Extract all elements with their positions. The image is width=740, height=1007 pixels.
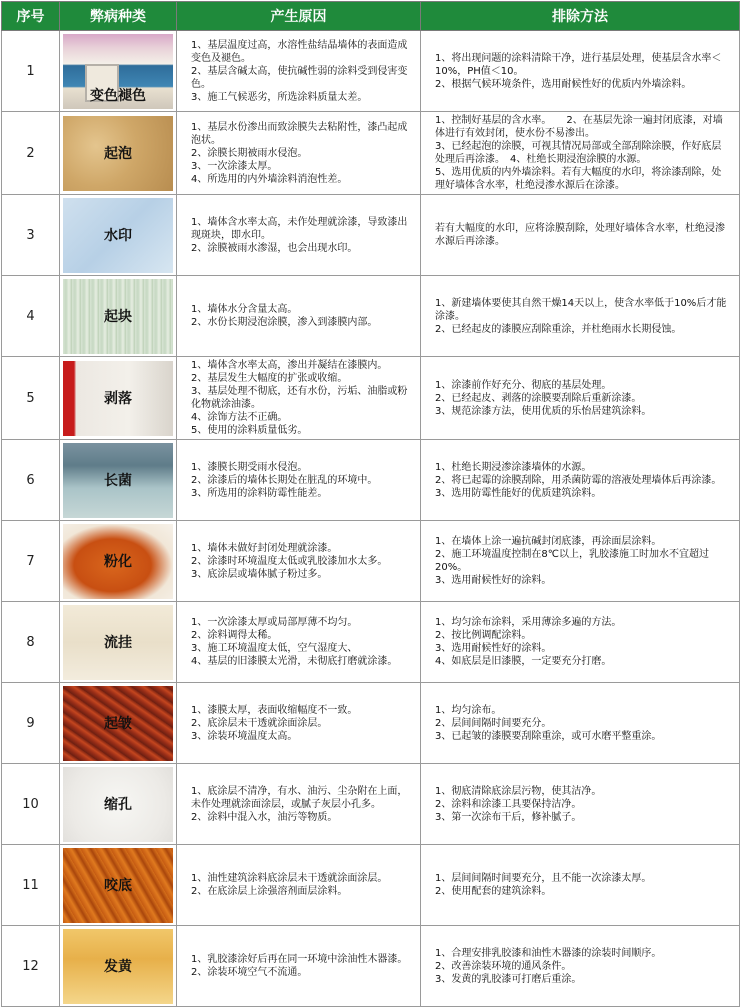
cause-cell — [177, 521, 421, 602]
defect-label: 起泡 — [104, 146, 132, 162]
cause-line: 1、一次涂漆太厚或局部厚薄不均匀。 — [191, 617, 358, 628]
fix-line: 2、将已起霉的涂膜刮除，用杀菌防霉的溶液处理墙体后再涂漆。 — [435, 474, 722, 486]
fix-cell — [421, 521, 740, 602]
fix-line: 1、涂漆前作好充分、彻底的基层处理。 — [435, 379, 612, 391]
fix-line: 3、选用耐候性好的涂料。 — [435, 575, 552, 586]
fix-line: 1、控制好基层的含水率。 2、在基层先涂一遍封闭底漆，对墙体进行有效封闭，使水份不易渗出。 — [435, 115, 723, 139]
cause-line: 3、涂装环境温度太高。 — [191, 730, 298, 742]
cause-line: 1、底涂层不清净，有水、油污、尘杂附在上面，未作处理就涂面涂层，或腻子灰层小孔多。 — [191, 785, 408, 810]
header-defect-type: 弊病种类 — [60, 2, 177, 31]
table-row — [2, 926, 740, 1007]
fix-cell — [421, 276, 740, 357]
cause-cell — [177, 845, 421, 926]
cause-line: 3、施工气候恶劣，所选涂料质量太差。 — [191, 91, 368, 103]
fix-cell — [421, 112, 740, 195]
defect-photo — [63, 443, 173, 518]
header-fix: 排除方法 — [421, 2, 740, 31]
defect-label: 粉化 — [104, 554, 132, 570]
table-header-row — [2, 2, 740, 31]
fix-line: 3、第一次涂布干后，修补腻子。 — [435, 811, 582, 823]
fix-cell — [421, 440, 740, 521]
fix-line: 1、新建墙体要使其自然干燥14天以上，使含水率低于10%后才能涂漆。 — [435, 297, 727, 322]
table-row — [2, 683, 740, 764]
defect-label: 咬底 — [104, 878, 132, 894]
row-number: 10 — [2, 764, 60, 845]
fix-cell — [421, 926, 740, 1007]
cause-line: 1、油性建筑涂料底涂层未干透就涂面涂层。 — [191, 873, 388, 884]
header-num: 序号 — [2, 2, 60, 31]
table-row — [2, 112, 740, 195]
fix-line: 1、将出现问题的涂料清除干净，进行基层处理，使基层含水率＜10%，PH值＜10。 — [435, 52, 722, 77]
cause-cell — [177, 602, 421, 683]
defect-label: 缩孔 — [104, 797, 132, 813]
table-row — [2, 31, 740, 112]
cause-line: 1、漆膜太厚，表面收缩幅度不一致。 — [191, 704, 358, 716]
fix-line: 1、在墙体上涂一遍抗碱封闭底漆，再涂面层涂料。 — [435, 536, 662, 547]
cause-line: 4、涂饰方法不正确。 — [191, 412, 288, 423]
fix-line: 2、按比例调配涂料。 — [435, 630, 532, 641]
defect-label: 起皱 — [104, 716, 132, 732]
cause-cell — [177, 683, 421, 764]
cause-line: 2、水份长期浸泡涂膜，渗入到漆膜内部。 — [191, 317, 378, 328]
cause-line: 3、所选用的涂料防霉性能差。 — [191, 487, 328, 499]
fix-cell — [421, 764, 740, 845]
fix-line: 1、均匀涂布涂料，采用薄涂多遍的方法。 — [435, 617, 622, 628]
fix-line: 1、合理安排乳胶漆和油性木器漆的涂装时间顺序。 — [435, 947, 662, 959]
defect-photo — [63, 198, 173, 273]
fix-line: 2、层间间隔时间要充分。 — [435, 717, 552, 729]
defects-table — [1, 1, 740, 1007]
defect-photo — [63, 524, 173, 599]
table-row — [2, 276, 740, 357]
defect-photo — [63, 116, 173, 191]
cause-line: 2、底涂层未干透就涂面涂层。 — [191, 717, 328, 729]
row-number: 11 — [2, 845, 60, 926]
defect-photo — [63, 929, 173, 1004]
table-row — [2, 440, 740, 521]
fix-line: 1、杜绝长期浸渗涂漆墙体的水源。 — [435, 461, 592, 473]
row-number: 7 — [2, 521, 60, 602]
cause-line: 2、在底涂层上涂强溶剂面层涂料。 — [191, 886, 348, 897]
cause-cell — [177, 440, 421, 521]
cause-line: 2、基层发生大幅度的扩张或收缩。 — [191, 373, 348, 384]
cause-line: 2、涂漆时环境温度太低或乳胶漆加水太多。 — [191, 555, 388, 567]
defect-photo — [63, 34, 173, 109]
fix-cell — [421, 195, 740, 276]
defect-photo — [63, 361, 173, 436]
cause-line: 2、涂料中混入水，油污等物质。 — [191, 811, 338, 823]
cause-line: 3、底涂层或墙体腻子粉过多。 — [191, 568, 328, 580]
defect-label: 起块 — [104, 309, 132, 325]
fix-cell — [421, 357, 740, 440]
defect-label: 发黄 — [104, 959, 132, 975]
defect-label: 水印 — [104, 228, 132, 244]
cause-cell — [177, 926, 421, 1007]
fix-line: 4、如底层是旧漆膜，一定要充分打磨。 — [435, 656, 612, 667]
row-number: 2 — [2, 112, 60, 195]
defect-photo — [63, 279, 173, 354]
cause-line: 2、涂漆后的墙体长期处在脏乱的环境中。 — [191, 474, 378, 486]
cause-line: 2、涂料调得太稀。 — [191, 630, 278, 641]
fix-line: 2、已经起皮的漆膜应刮除重涂，并杜绝雨水长期侵蚀。 — [435, 323, 682, 335]
table-row — [2, 195, 740, 276]
cause-line: 2、涂膜长期被雨水侵泡。 — [191, 147, 308, 159]
fix-line: 1、均匀涂布。 — [435, 704, 502, 716]
row-number: 5 — [2, 357, 60, 440]
cause-line: 2、涂装环境空气不流通。 — [191, 967, 308, 978]
row-number: 12 — [2, 926, 60, 1007]
cause-line: 3、一次涂漆太厚。 — [191, 160, 278, 172]
cause-line: 1、乳胶漆涂好后再在同一环境中涂油性木器漆。 — [191, 954, 408, 965]
fix-line: 3、选用耐候性好的涂料。 — [435, 643, 552, 654]
cause-line: 1、墙体含水率太高，渗出并凝结在漆膜内。 — [191, 360, 388, 371]
fix-line: 3、发黄的乳胶漆可打磨后重涂。 — [435, 973, 582, 985]
header-cause: 产生原因 — [177, 2, 421, 31]
fix-line: 1、彻底清除底涂层污物，使其洁净。 — [435, 785, 602, 797]
table-row — [2, 845, 740, 926]
row-number: 4 — [2, 276, 60, 357]
fix-line: 3、选用防霉性能好的优质建筑涂料。 — [435, 487, 602, 499]
fix-line: 5、选用优质的内外墙涂料。若有大幅度的水印，将涂漆刮除，处理好墙体含水率，杜绝浸渗水源后在涂漆。 — [435, 167, 722, 191]
row-number: 6 — [2, 440, 60, 521]
cause-line: 1、基层温度过高，水溶性盐结晶墙体的表面造成变色及褪色。 — [191, 39, 408, 64]
fix-line: 3、已起皱的漆膜要刮除重涂，或可水磨平整重涂。 — [435, 730, 662, 742]
table-row — [2, 357, 740, 440]
row-number: 1 — [2, 31, 60, 112]
defect-label: 剥落 — [104, 391, 132, 407]
defect-label: 流挂 — [104, 635, 132, 651]
defect-photo — [63, 686, 173, 761]
fix-line: 若有大幅度的水印，应将涂膜刮除，处理好墙体含水率，杜绝浸渗水源后再涂漆。 — [435, 223, 725, 247]
cause-cell — [177, 195, 421, 276]
cause-line: 2、涂膜被雨水渗湿，也会出现水印。 — [191, 242, 358, 254]
row-number: 8 — [2, 602, 60, 683]
defect-label: 长菌 — [104, 473, 132, 489]
cause-cell — [177, 112, 421, 195]
cause-cell — [177, 276, 421, 357]
defect-photo — [63, 848, 173, 923]
fix-line: 2、已经起皮、剥落的涂膜要刮除后重新涂漆。 — [435, 392, 642, 404]
fix-line: 2、涂料和涂漆工具要保持洁净。 — [435, 798, 582, 810]
fix-line: 2、改善涂装环境的通风条件。 — [435, 960, 572, 972]
table-row — [2, 521, 740, 602]
cause-cell — [177, 31, 421, 112]
cause-line: 1、墙体未做好封闭处理就涂漆。 — [191, 542, 338, 554]
cause-line: 2、基层含碱太高，使抗碱性弱的涂料受到侵害变色。 — [191, 65, 408, 90]
cause-line: 5、使用的涂料质量低劣。 — [191, 425, 308, 436]
cause-line: 1、墙体水分含量太高。 — [191, 304, 298, 315]
fix-line: 2、根据气候环境条件，选用耐候性好的优质内外墙涂料。 — [435, 78, 692, 90]
table-row — [2, 602, 740, 683]
table-row — [2, 764, 740, 845]
fix-cell — [421, 602, 740, 683]
defect-photo — [63, 605, 173, 680]
cause-line: 1、墙体含水率太高，未作处理就涂漆，导致漆出现斑块，即水印。 — [191, 216, 408, 241]
fix-cell — [421, 845, 740, 926]
cause-line: 3、施工环境温度太低，空气湿度大、 — [191, 643, 358, 654]
defect-photo — [63, 767, 173, 842]
fix-line: 3、规范涂漆方法，使用优质的乐怡居建筑涂料。 — [435, 405, 652, 417]
fix-line: 1、层间间隔时间要充分，且不能一次涂漆太厚。 — [435, 873, 652, 884]
row-number: 9 — [2, 683, 60, 764]
cause-line: 3、基层处理不彻底，还有水份，污垢、油脂或粉化物就涂油漆。 — [191, 386, 408, 410]
fix-line: 3、已经起泡的涂膜，可视其情况局部或全部刮除涂膜，作好底层处理后再涂漆。 4、杜绝长期浸泡涂膜的水源。 — [435, 141, 722, 165]
cause-line: 4、基层的旧漆膜太光滑，未彻底打磨就涂漆。 — [191, 656, 398, 667]
cause-line: 1、漆膜长期受雨水侵泡。 — [191, 461, 308, 473]
fix-cell — [421, 683, 740, 764]
cause-cell — [177, 357, 421, 440]
fix-cell — [421, 31, 740, 112]
cause-line: 1、基层水份渗出而致涂膜失去粘附性，漆凸起成泡状。 — [191, 121, 408, 146]
cause-cell — [177, 764, 421, 845]
defect-label: 变色褪色 — [90, 87, 146, 104]
fix-line: 2、使用配套的建筑涂料。 — [435, 886, 552, 897]
fix-line: 2、施工环境温度控制在8℃以上，乳胶漆施工时加水不宜超过20%。 — [435, 549, 709, 573]
row-number: 3 — [2, 195, 60, 276]
cause-line: 4、所选用的内外墙涂料消泡性差。 — [191, 173, 348, 185]
